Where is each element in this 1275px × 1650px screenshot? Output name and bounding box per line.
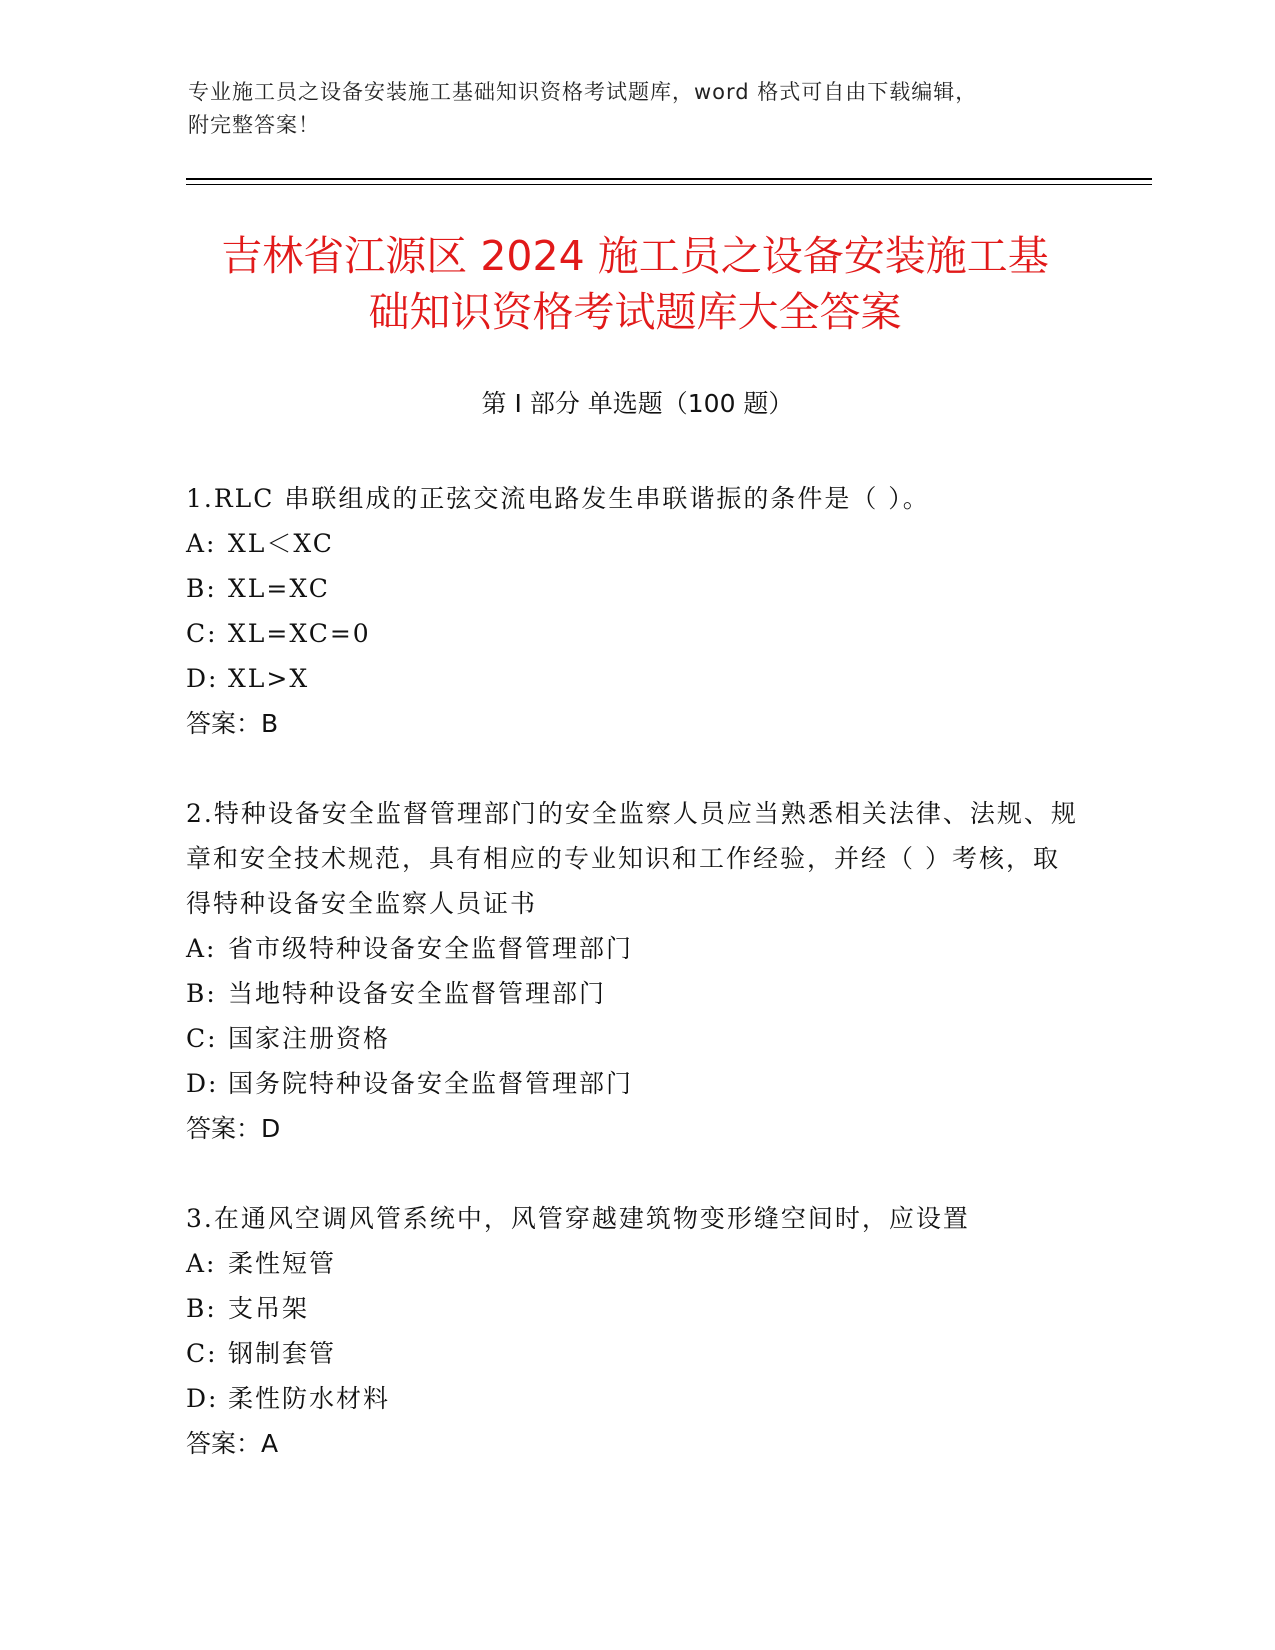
option-letter: C: [186, 619, 218, 648]
option-c [186, 1331, 1086, 1376]
option-letter: A: [186, 934, 217, 963]
question-2 [186, 791, 1086, 1151]
answer: 答案：B [186, 709, 279, 738]
option-a [186, 521, 1086, 566]
option-text: XL＜XC [228, 529, 334, 558]
option-c [186, 1016, 1086, 1061]
option-letter: C: [186, 1339, 218, 1368]
option-letter: B: [186, 979, 217, 1008]
option-letter: D: [186, 1384, 219, 1413]
document-title [160, 228, 1110, 340]
option-letter: A: [186, 529, 217, 558]
option-text: 省市级特种设备安全监督管理部门 [228, 934, 634, 963]
option-letter: C: [186, 1024, 218, 1053]
option-letter: B: [186, 574, 217, 603]
option-text: 支吊架 [228, 1294, 310, 1323]
question-text: 2.特种设备安全监督管理部门的安全监察人员应当熟悉相关法律、法规、规章和安全技术规范，具有相应的专业知识和工作经验，并经（ ）考核，取得特种设备安全监察人员证书 [186, 799, 1078, 918]
document-title-line-2: 础知识资格考试题库大全答案 [368, 288, 902, 336]
question-3 [186, 1196, 1086, 1466]
header-divider-thin [186, 184, 1152, 185]
option-text: 国家注册资格 [228, 1024, 391, 1053]
option-d [186, 1376, 1086, 1421]
answer: 答案：A [186, 1429, 279, 1458]
option-d [186, 656, 1086, 701]
option-letter: A: [186, 1249, 217, 1278]
option-d [186, 1061, 1086, 1106]
question-text: 1.RLC 串联组成的正弦交流电路发生串联谐振的条件是（ ）。 [186, 484, 930, 513]
header-note-line-1: 专业施工员之设备安装施工基础知识资格考试题库，word 格式可自由下载编辑， [188, 80, 978, 104]
section-heading: 第 I 部分 单选题（100 题） [481, 389, 794, 418]
option-b [186, 566, 1086, 611]
option-text: 柔性短管 [228, 1249, 337, 1278]
question-1 [186, 476, 1086, 746]
header-note-line-2: 附完整答案！ [188, 113, 320, 137]
option-letter: D: [186, 1069, 219, 1098]
option-text: 钢制套管 [228, 1339, 337, 1368]
option-text: XL=XC=0 [228, 619, 371, 648]
option-letter: D: [186, 664, 219, 693]
option-c [186, 611, 1086, 656]
header-divider-thick [186, 178, 1152, 180]
option-letter: B: [186, 1294, 217, 1323]
option-text: 国务院特种设备安全监督管理部门 [228, 1069, 634, 1098]
answer: 答案：D [186, 1114, 281, 1143]
option-text: XL=XC [228, 574, 330, 603]
question-text: 3.在通风空调风管系统中，风管穿越建筑物变形缝空间时，应设置 [186, 1204, 970, 1233]
header-note [188, 76, 1088, 142]
option-a [186, 926, 1086, 971]
option-text: 柔性防水材料 [228, 1384, 391, 1413]
option-text: XL>X [228, 664, 310, 693]
document-title-line-1: 吉林省江源区 2024 施工员之设备安装施工基 [221, 232, 1049, 280]
option-b [186, 971, 1086, 1016]
option-b [186, 1286, 1086, 1331]
option-a [186, 1241, 1086, 1286]
option-text: 当地特种设备安全监督管理部门 [228, 979, 607, 1008]
